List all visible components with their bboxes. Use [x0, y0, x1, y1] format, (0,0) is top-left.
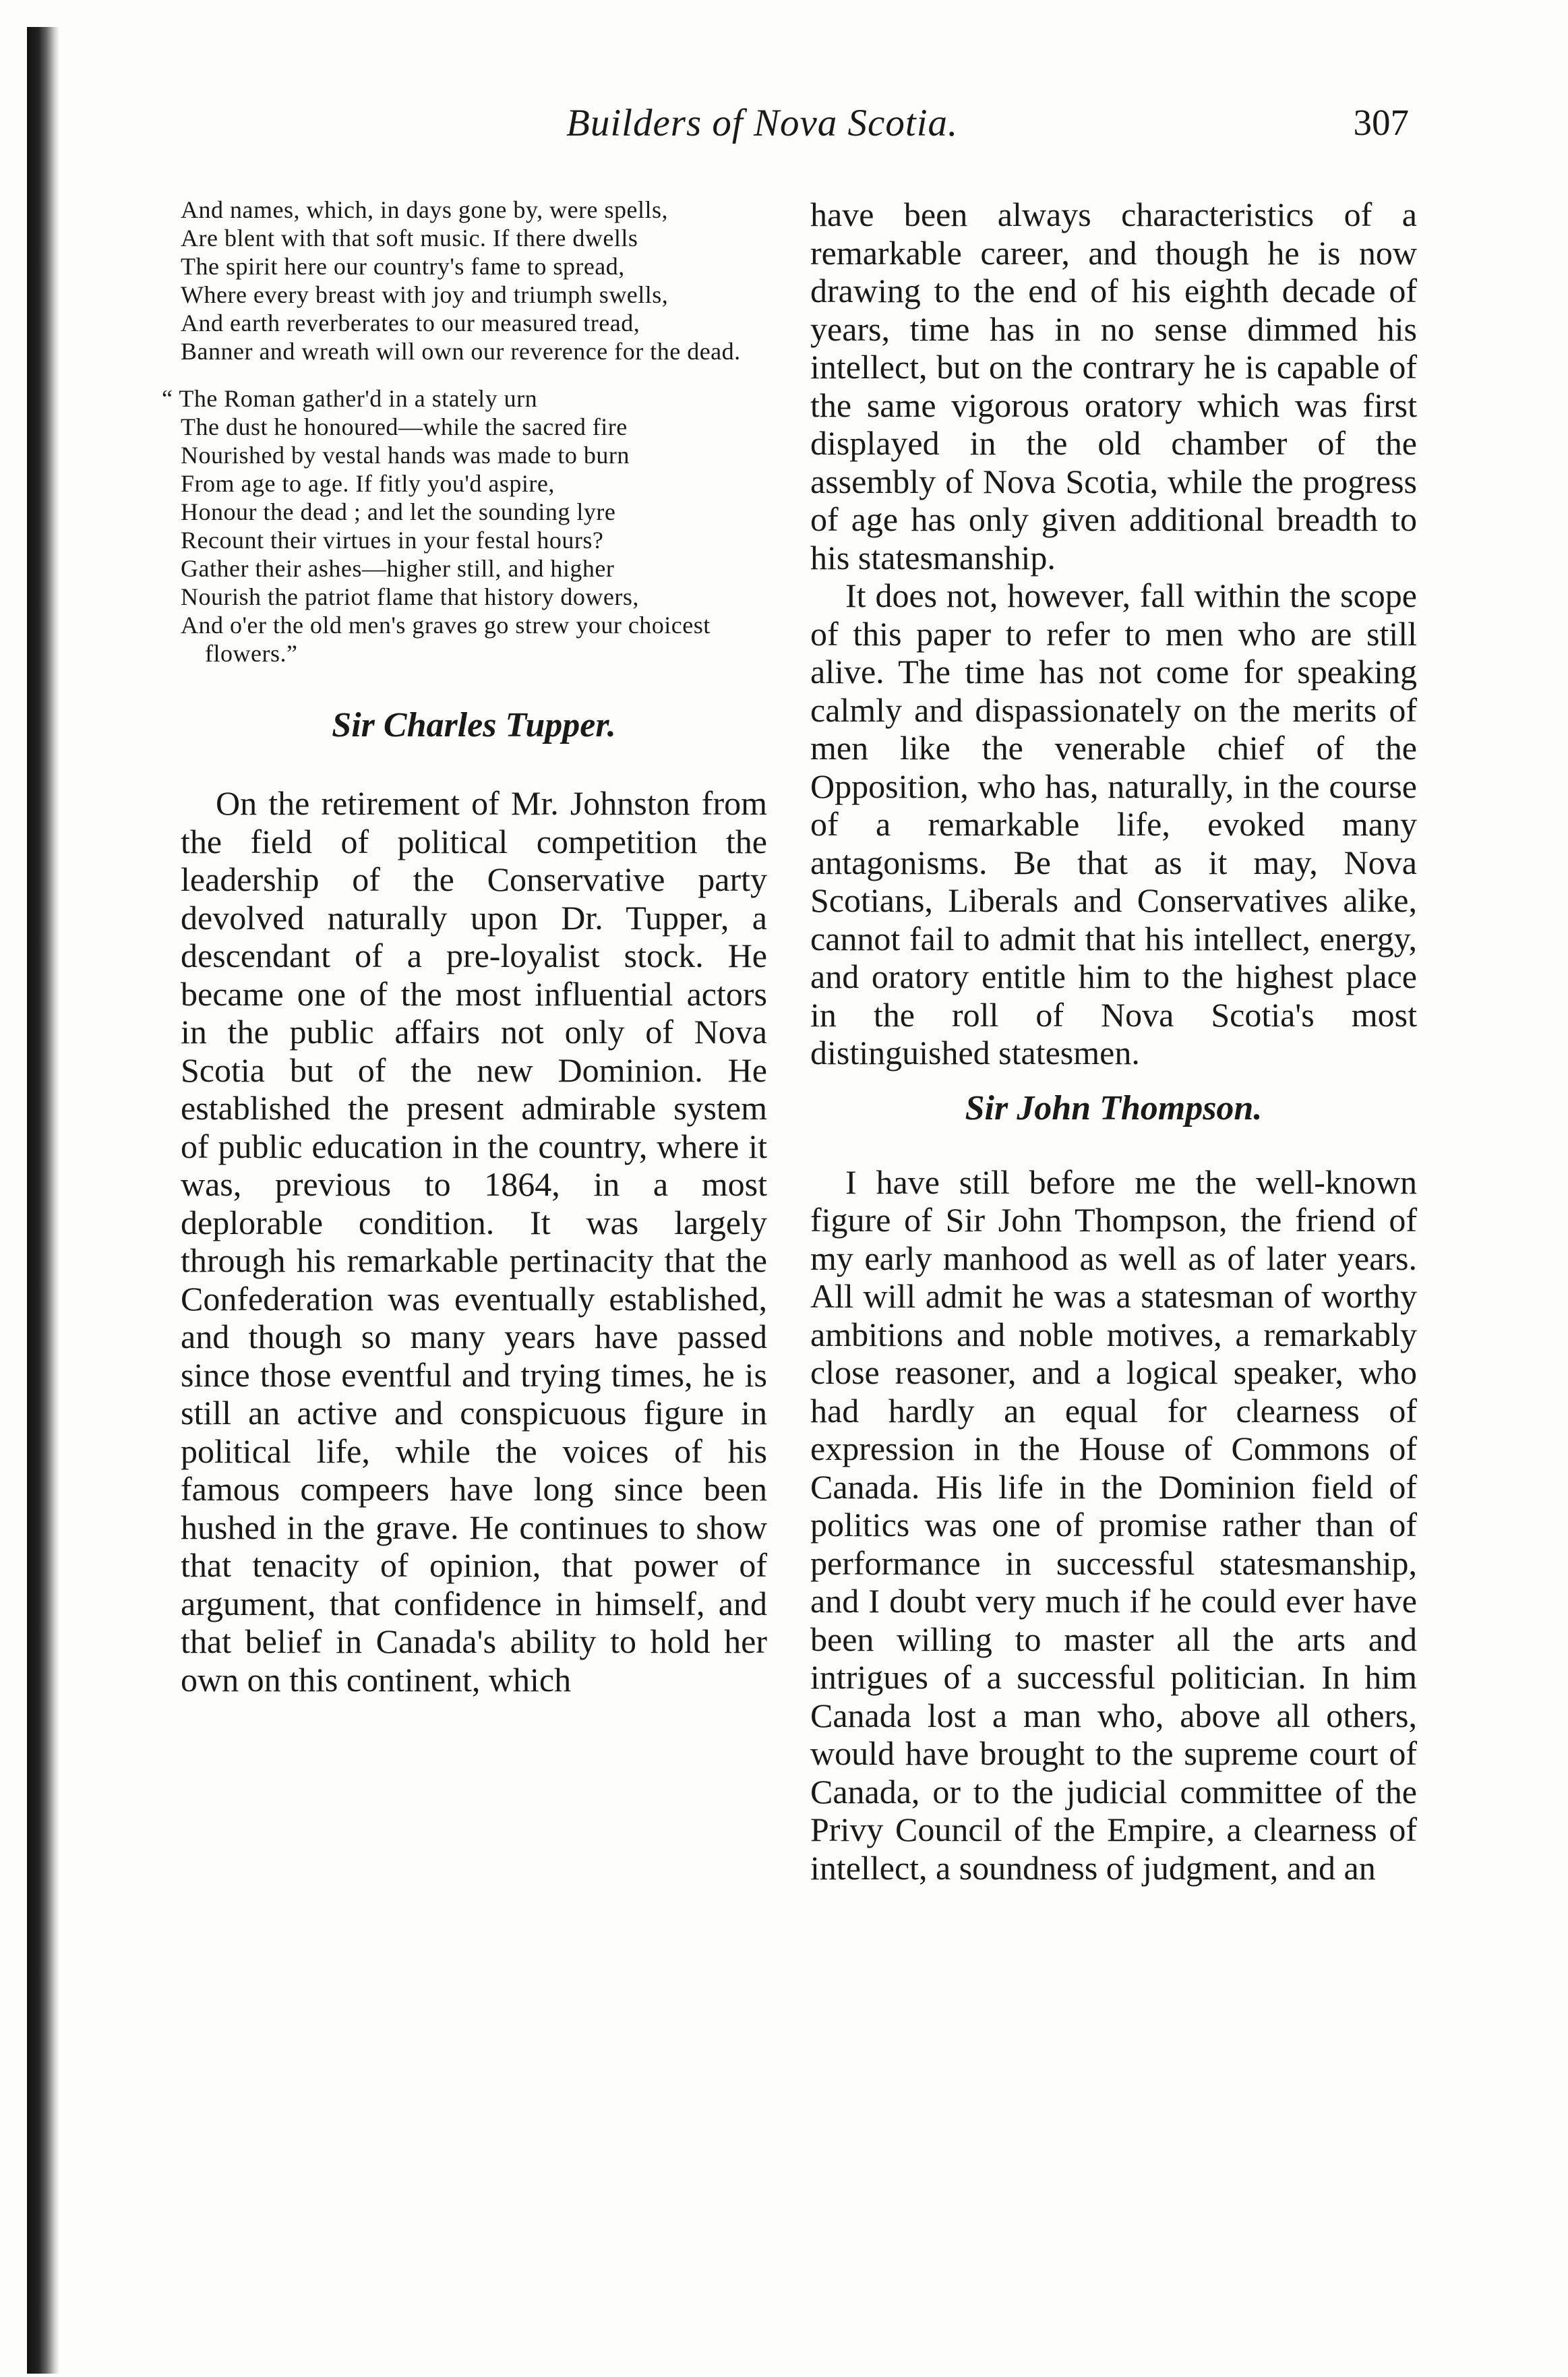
poem-stanza-2 — [162, 384, 767, 668]
running-head — [182, 101, 1409, 162]
poem-line: Nourish the patriot flame that history dowers, — [181, 583, 639, 610]
poem-stanza-1 — [181, 196, 767, 365]
running-title: Builders of Nova Scotia. — [566, 102, 959, 144]
poem-line: Recount their virtues in your festal hours? — [181, 527, 604, 554]
poem-line: Nourished by vestal hands was made to burn — [181, 442, 630, 469]
poem-line: Where every breast with joy and triumph swells, — [181, 281, 669, 308]
poem-line: From age to age. If fitly you'd aspire, — [181, 470, 555, 497]
section-heading-tupper: Sir Charles Tupper. — [332, 706, 616, 744]
poem — [162, 196, 767, 668]
tupper-paragraph: On the retirement of Mr. Johnston from the field of political competition the leadership of the Conservative party devolved naturally upon Dr. Tupper, a descendant of a pre-loyalist stock. He became one of the most influential actors in the public affairs not only of Nova Scotia but of the new Dominion. He established the present admirable system of public education in the country, where it was, previous to 1864, in a most deplorable condition. It was largely through his remarkable pertinacity that the Confederation was eventually established, and though so many years have passed since those eventful and trying times, he is still an active and conspicuous figure in political life, while the voices of his famous compeers have long since been hushed in the grave. He continues to show that tenacity of opinion, that power of argument, that confidence in himself, and that belief in Canada's ability to hold her own on this continent, which — [181, 784, 767, 1699]
tupper-paragraph-continued: have been always characteristics of a remarkable career, and though he is now drawing to the end of his eighth decade of years, time has in no sense dimmed his intellect, but on the contrary he is capable of the same vigorous oratory which was first displayed in the old chamber of the assembly of Nova Scotia, while the progress of age has only given additional breadth to his statesmanship. — [810, 196, 1417, 577]
poem-line: The dust he honoured—while the sacred fire — [181, 413, 628, 440]
page-binding-edge — [27, 27, 59, 2374]
poem-line: “ The Roman gather'd in a stately urn — [162, 385, 538, 412]
page-number: 307 — [1353, 102, 1409, 143]
poem-line: And o'er the old men's graves go strew your choicest flowers.” — [181, 612, 711, 667]
living-statesmen-paragraph: It does not, however, fall within the scope of this paper to refer to men who are still alive. The time has not come for speaking calmly and dispassionately on the merits of men like the venerable chief of the Opposition, who has, naturally, in the course of a remarkable life, evoked many antagonisms. Be that as it may, Nova Scotians, Liberals and Conservatives alike, cannot fail to admit that his intellect, energy, and oratory entitle him to the highest place in the roll of Nova Scotia's most distinguished statesmen. — [810, 577, 1417, 1072]
poem-line: And earth reverberates to our measured tread, — [181, 310, 640, 336]
section-heading-thompson: Sir John Thompson. — [965, 1088, 1263, 1127]
poem-line: Are blent with that soft music. If there dwells — [181, 225, 638, 252]
thompson-paragraph: I have still before me the well-known figure of Sir John Thompson, the friend of my early manhood as well as of later years. All will admit he was a statesman of worthy ambitions and noble motives, a remarkably close reasoner, and a logical speaker, who had hardly an equal for clearness of expression in the House of Commons of Canada. His life in the Dominion field of politics was one of promise rather than of performance in successful statesmanship, and I doubt very much if he could ever have been willing to master all the arts and intrigues of a successful politician. In him Canada lost a man who, above all others, would have brought to the supreme court of Canada, or to the judicial committee of the Privy Council of the Empire, a clearness of intellect, a soundness of judgment, and an — [810, 1163, 1417, 1887]
poem-line: Honour the dead ; and let the sounding lyre — [181, 498, 616, 525]
poem-line: The spirit here our country's fame to spread, — [181, 253, 625, 280]
poem-line: And names, which, in days gone by, were spells, — [181, 196, 669, 223]
poem-line: Banner and wreath will own our reverence for the dead. — [181, 338, 741, 365]
right-column — [810, 196, 1417, 1887]
poem-line: Gather their ashes—higher still, and higher — [181, 555, 615, 582]
left-column — [162, 196, 767, 1699]
